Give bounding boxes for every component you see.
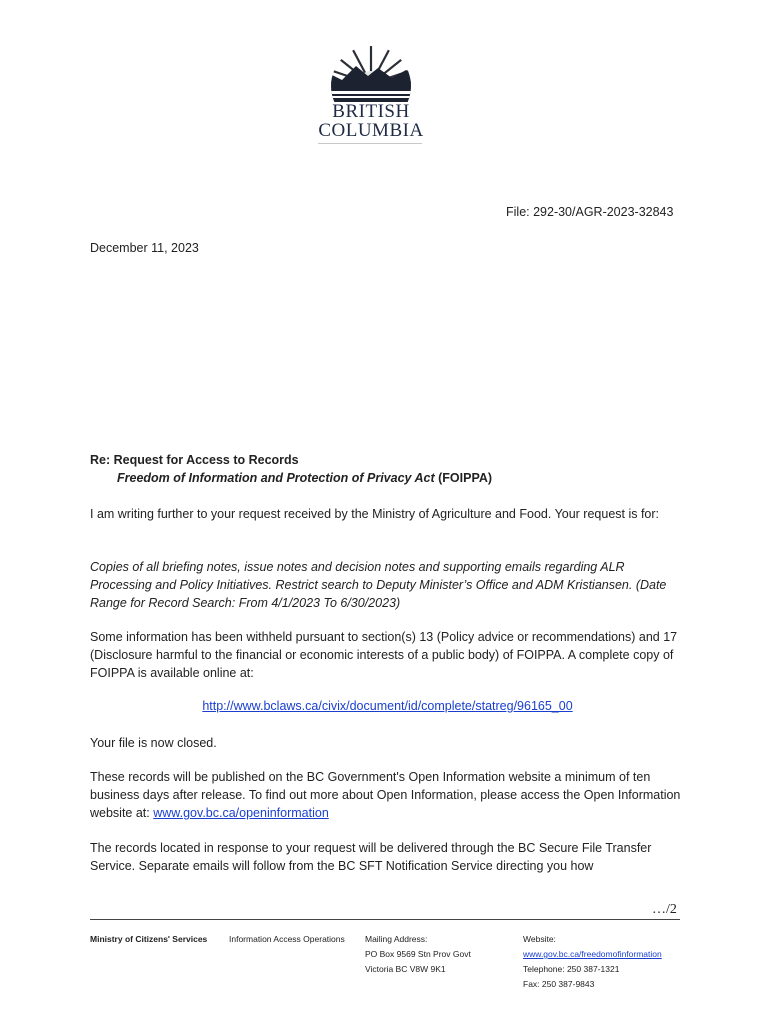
logo-divider xyxy=(318,143,422,144)
paragraph-delivery: The records located in response to your request will be delivered through the BC Secure File Transfer Service. Separate emails will follow from the BC SFT Notification Service directing you how xyxy=(90,841,652,873)
open-info-text: These records will be published on the BC Government's Open Information website a minimum of ten business days after release. To find out more about Open Information, please access the Open Information website at: xyxy=(90,770,681,820)
website-label: Website: xyxy=(523,934,556,944)
bc-government-logo xyxy=(312,44,430,148)
act-abbrev: (FOIPPA) xyxy=(434,471,493,485)
mailing-label: Mailing Address: xyxy=(365,934,428,944)
open-information-link[interactable]: www.gov.bc.ca/openinformation xyxy=(153,806,329,820)
page-continuation-marker: …/2 xyxy=(652,902,677,917)
paragraph-open-information xyxy=(90,768,685,822)
paragraph-request-intro: I am writing further to your request received by the Ministry of Agriculture and Food. Your request is for: xyxy=(90,507,660,521)
mailing-line-2: Victoria BC V8W 9K1 xyxy=(365,964,446,974)
logo-text-british: BRITISH xyxy=(332,101,410,122)
act-name: Freedom of Information and Protection of Privacy Act xyxy=(117,471,435,485)
footer-contact xyxy=(523,932,662,992)
subject-line: Re: Request for Access to Records xyxy=(90,453,299,467)
act-line xyxy=(117,471,492,485)
paragraph-file-closed: Your file is now closed. xyxy=(90,736,217,750)
foippa-link[interactable]: http://www.bclaws.ca/civix/document/id/complete/statreg/96165_00 xyxy=(202,699,573,713)
file-reference: File: 292-30/AGR-2023-32843 xyxy=(506,205,674,219)
paragraph-request-text: Copies of all briefing notes, issue notes and decision notes and supporting emails regarding ALR Processing and Policy Initiatives. Restrict search to Deputy Minister’s Office and ADM Kristiansen. (Date Range for Record Search: From 4/1/2023 To 6/30/2023) xyxy=(90,560,667,610)
footer-ministry: Ministry of Citizens' Services xyxy=(90,934,208,944)
paragraph-withheld-info: Some information has been withheld pursuant to section(s) 13 (Policy advice or recommendations) and 17 (Disclosure harmful to the financial or economic interests of a public body) of FOIPPA. A complete copy of FOIPPA is available online at: xyxy=(90,630,678,680)
footer-mailing-address xyxy=(365,932,471,977)
foippa-link-container xyxy=(90,699,685,713)
sun-mountains-icon xyxy=(312,44,430,102)
telephone: Telephone: 250 387-1321 xyxy=(523,964,620,974)
footer-department: Information Access Operations xyxy=(229,934,345,944)
logo-text-columbia: COLUMBIA xyxy=(318,120,424,141)
website-link[interactable]: www.gov.bc.ca/freedomofinformation xyxy=(523,949,662,959)
footer-divider xyxy=(90,919,680,920)
letter-date: December 11, 2023 xyxy=(90,241,199,255)
fax: Fax: 250 387-9843 xyxy=(523,979,595,989)
mailing-line-1: PO Box 9569 Stn Prov Govt xyxy=(365,949,471,959)
